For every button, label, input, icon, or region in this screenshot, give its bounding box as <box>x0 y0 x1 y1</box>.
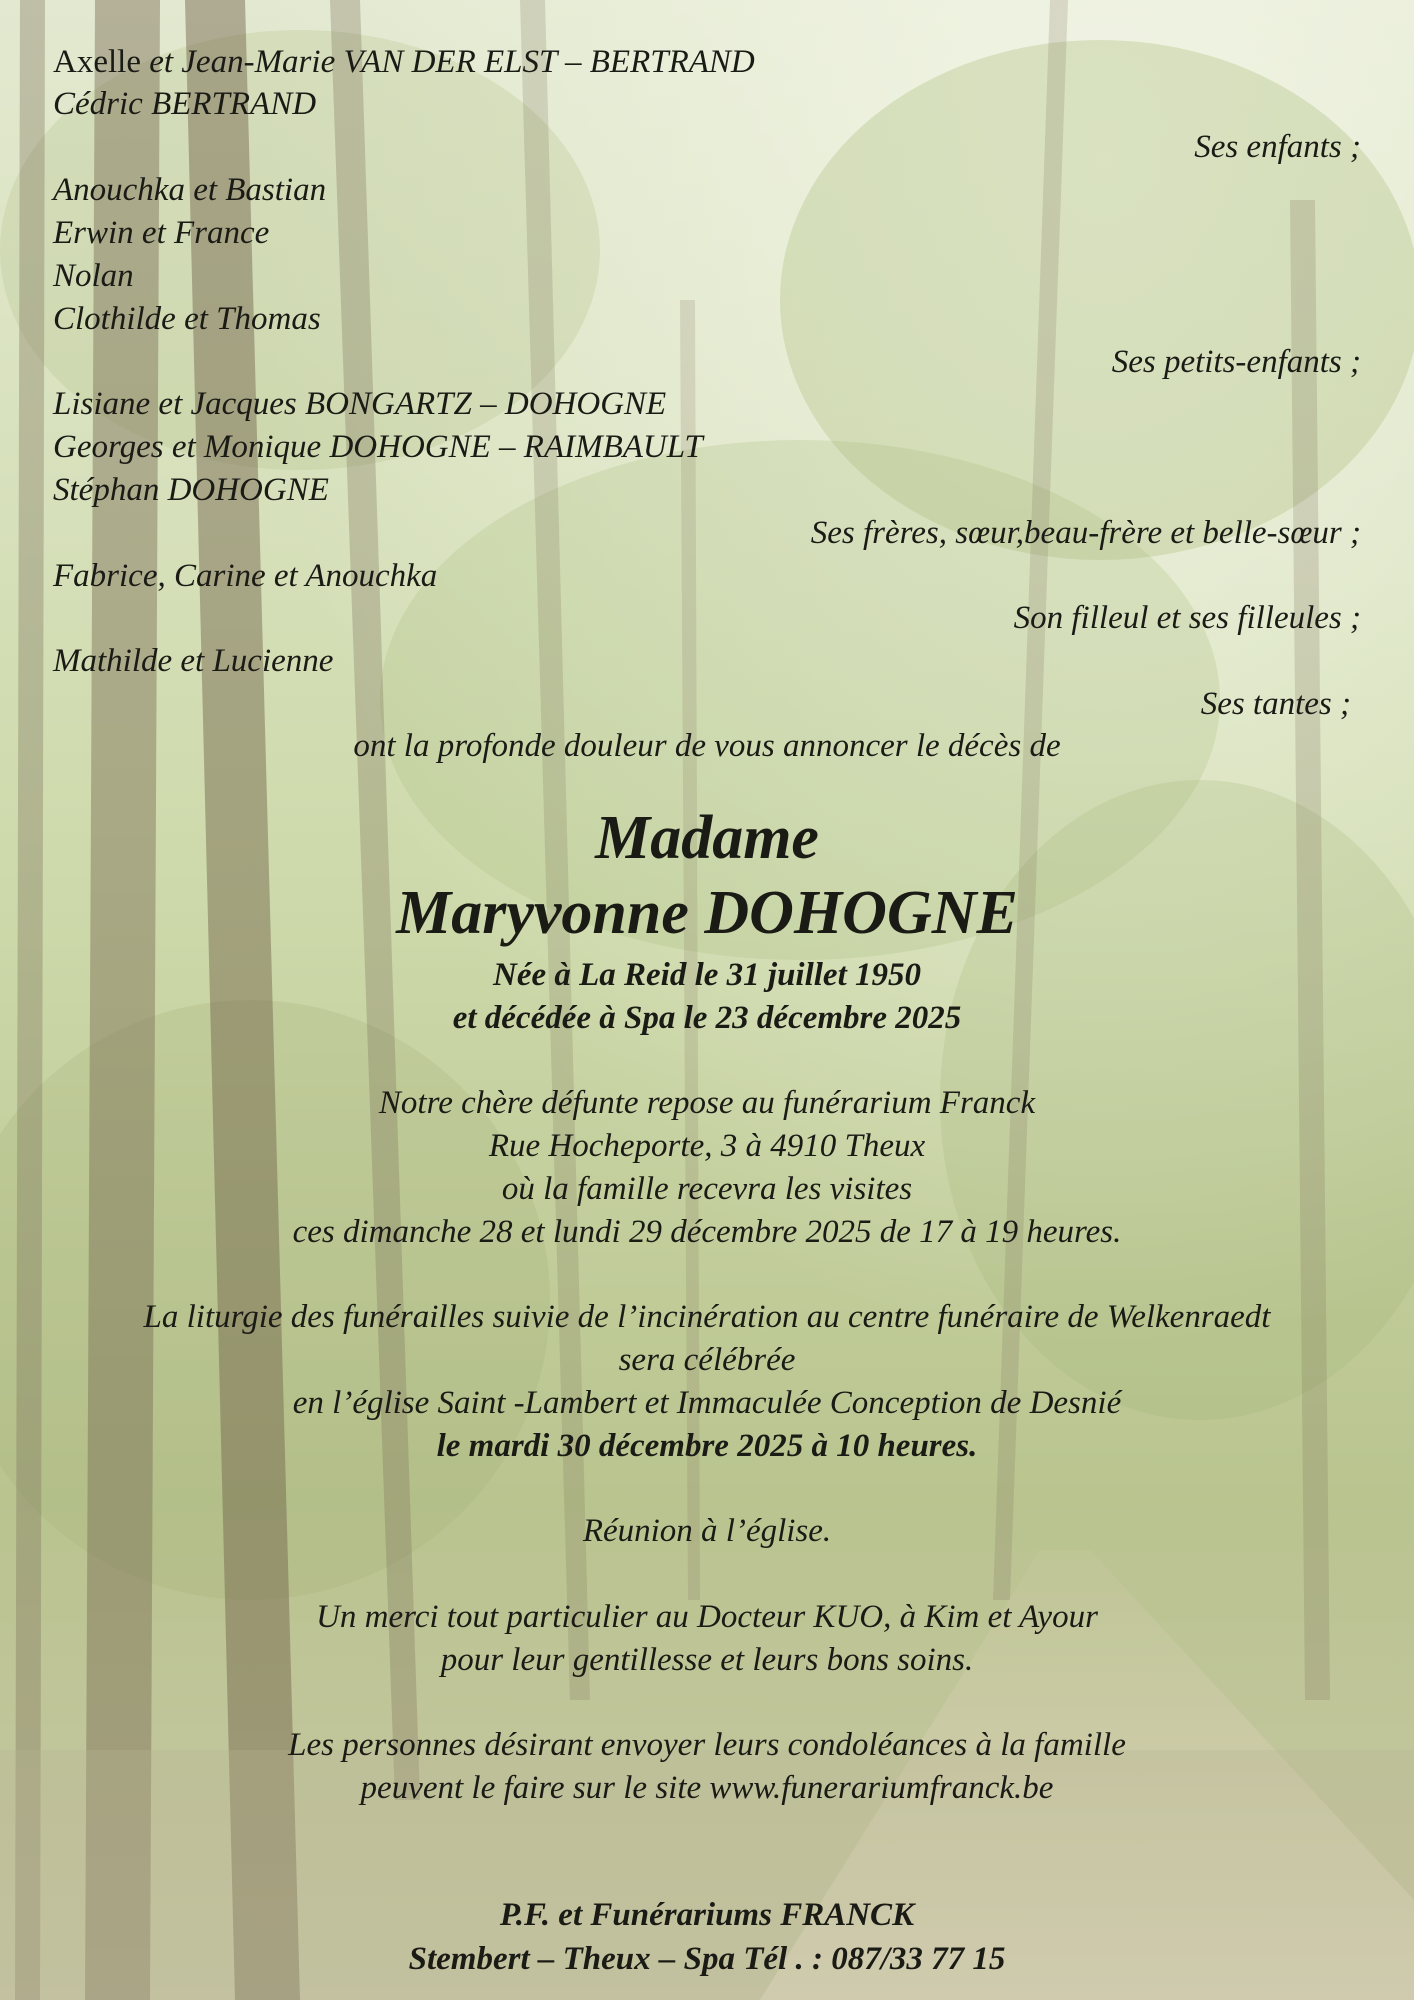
siblings-line: Stéphan DOHOGNE <box>53 472 329 508</box>
role-aunts: Ses tantes ; <box>1200 686 1351 722</box>
role-children: Ses enfants ; <box>1194 129 1361 165</box>
grandchildren-line: Anouchka et Bastian <box>53 172 327 208</box>
footer-contact: Stembert – Theux – Spa Tél . : 087/33 77 15 <box>408 1941 1006 1977</box>
condolences-line: Les personnes désirant envoyer leurs condoléances à la famille <box>288 1727 1126 1763</box>
deceased-title: Madame <box>595 804 819 872</box>
role-siblings: Ses frères, sœur,beau-frère et belle-sœur ; <box>810 515 1361 551</box>
funeral-line: en l’église Saint -Lambert et Immaculée Conception de Desnié <box>292 1385 1122 1421</box>
aunts-line: Mathilde et Lucienne <box>53 643 334 679</box>
visitation-line: Rue Hocheporte, 3 à 4910 Theux <box>488 1128 926 1164</box>
godchildren-line: Fabrice, Carine et Anouchka <box>53 558 438 594</box>
visitation-line: où la famille recevra les visites <box>501 1171 913 1207</box>
funeral-line: La liturgie des funérailles suivie de l’incinération au centre funéraire de Welkenraedt <box>143 1299 1271 1335</box>
birth-line: Née à La Reid le 31 juillet 1950 <box>492 957 922 993</box>
visitation-line: Notre chère défunte repose au funérarium Franck <box>378 1085 1036 1121</box>
announcement-intro: ont la profonde douleur de vous annoncer le décès de <box>353 728 1061 764</box>
children-line-1 <box>53 42 755 82</box>
thanks-line: Un merci tout particulier au Docteur KUO, à Kim et Ayour <box>316 1599 1098 1635</box>
funeral-datetime: le mardi 30 décembre 2025 à 10 heures. <box>436 1428 978 1464</box>
child-name: Axelle <box>53 44 141 80</box>
child-name-cont: et Jean-Marie VAN DER ELST – BERTRAND <box>140 44 755 80</box>
children-line-2: Cédric BERTRAND <box>53 86 317 122</box>
condolences-line: peuvent le faire sur le site www.funerariumfranck.be <box>360 1770 1054 1806</box>
role-godchildren: Son filleul et ses filleules ; <box>1013 600 1361 636</box>
grandchildren-line: Erwin et France <box>53 215 270 251</box>
death-line: et décédée à Spa le 23 décembre 2025 <box>452 1000 962 1036</box>
grandchildren-line: Nolan <box>53 258 134 294</box>
thanks-line: pour leur gentillesse et leurs bons soins. <box>440 1642 974 1678</box>
gathering-note: Réunion à l’église. <box>582 1513 832 1549</box>
deceased-name: Maryvonne DOHOGNE <box>396 879 1018 947</box>
footer-company: P.F. et Funérariums FRANCK <box>499 1897 915 1933</box>
grandchildren-line: Clothilde et Thomas <box>53 301 321 337</box>
siblings-line: Georges et Monique DOHOGNE – RAIMBAULT <box>53 429 703 465</box>
role-grandchildren: Ses petits-enfants ; <box>1111 344 1361 380</box>
funeral-line: sera célébrée <box>618 1342 796 1378</box>
siblings-line: Lisiane et Jacques BONGARTZ – DOHOGNE <box>53 386 667 422</box>
visitation-line: ces dimanche 28 et lundi 29 décembre 2025 de 17 à 19 heures. <box>292 1214 1122 1250</box>
